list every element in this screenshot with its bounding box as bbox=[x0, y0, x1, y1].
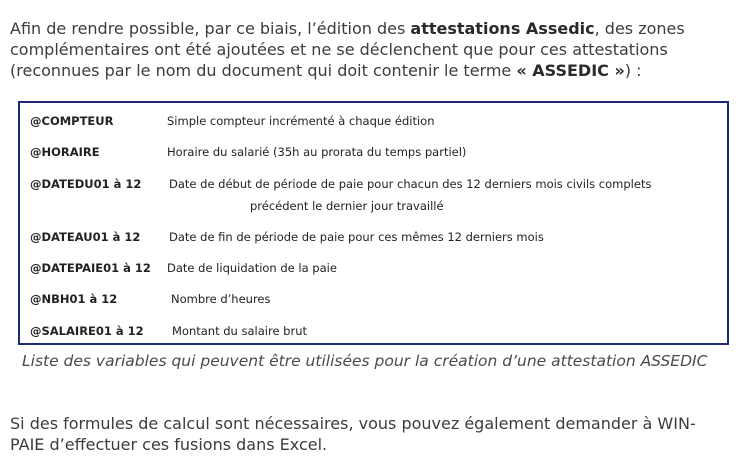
variable-description: Horaire du salarié (35h au prorata du temps partiel) bbox=[167, 145, 467, 159]
variable-name: @SALAIRE01 à 12 bbox=[30, 324, 144, 338]
variable-name: @DATEAU01 à 12 bbox=[30, 230, 141, 244]
variables-table bbox=[18, 101, 729, 345]
variable-description: Simple compteur incrémenté à chaque édition bbox=[167, 114, 435, 128]
table-caption: Liste des variables qui peuvent être utilisées pour la création d’une attestation ASSEDIC bbox=[22, 352, 708, 370]
intro-text-3: ) : bbox=[624, 61, 642, 80]
variable-description: Date de fin de période de paie pour ces mêmes 12 derniers mois bbox=[169, 230, 544, 244]
intro-text-1: Afin de rendre possible, par ce biais, l’édition des bbox=[10, 19, 411, 38]
variable-name: @COMPTEUR bbox=[30, 114, 114, 128]
variable-name: @NBH01 à 12 bbox=[30, 292, 118, 306]
variable-description: Nombre d’heures bbox=[171, 292, 271, 306]
intro-text-2: , des zones complémentaires ont été ajoutées et ne se déclenchent que pour ces attestations (reconnues par le nom du document qui doit contenir le terme bbox=[10, 19, 685, 80]
footer-paragraph: Si des formules de calcul sont nécessaires, vous pouvez également demander à WIN-PAIE d’effectuer ces fusions dans Excel. bbox=[10, 414, 696, 454]
variable-description: Date de début de période de paie pour chacun des 12 derniers mois civils complets bbox=[169, 177, 652, 191]
variable-description-continued: précédent le dernier jour travaillé bbox=[250, 199, 444, 213]
variable-description: Date de liquidation de la paie bbox=[167, 261, 337, 275]
variable-name: @DATEDU01 à 12 bbox=[30, 177, 142, 191]
intro-bold-assedic: « ASSEDIC » bbox=[516, 61, 625, 80]
variable-description: Montant du salaire brut bbox=[172, 324, 308, 338]
variable-name: @DATEPAIE01 à 12 bbox=[30, 261, 151, 275]
variable-name: @HORAIRE bbox=[30, 145, 100, 159]
intro-paragraph bbox=[10, 18, 730, 81]
intro-bold-attestations: attestations Assedic bbox=[410, 19, 595, 38]
